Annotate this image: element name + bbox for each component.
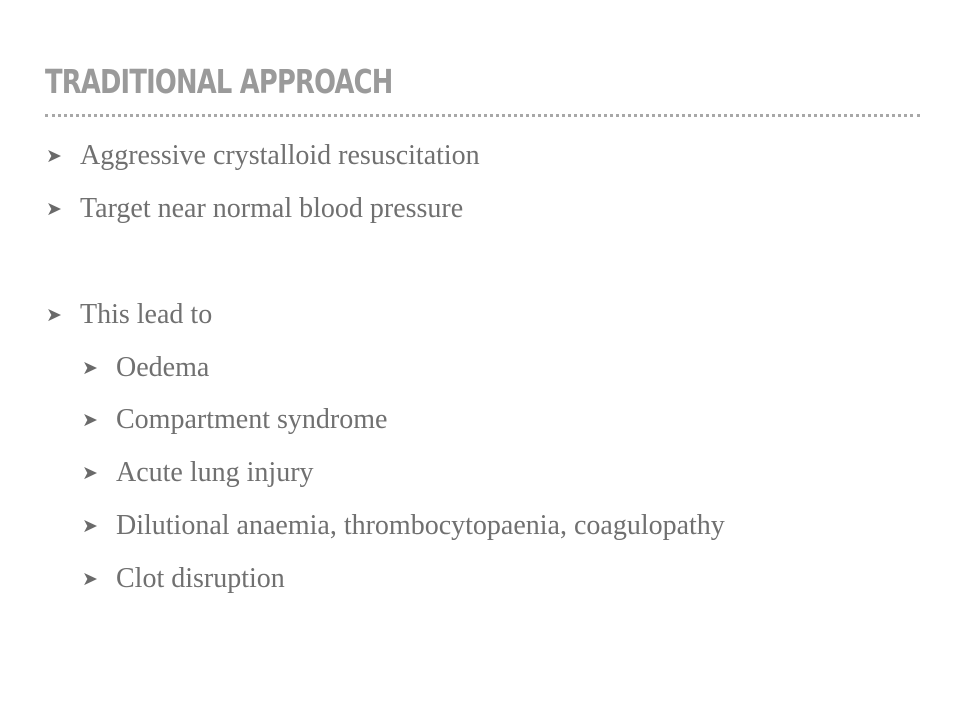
arrowhead-right-icon: ➤ <box>82 409 98 431</box>
bullet-text: Target near normal blood pressure <box>80 193 464 224</box>
bullet-text: Clot disruption <box>116 563 285 594</box>
bullet-item <box>46 136 480 176</box>
bullet-text: Compartment syndrome <box>116 404 388 435</box>
bullet-text: Aggressive crystalloid resuscitation <box>80 140 480 171</box>
bullet-text: Acute lung injury <box>116 457 314 488</box>
slide-title: TRADITIONAL APPROACH <box>45 62 393 101</box>
sub-bullet-item <box>82 506 725 546</box>
arrowhead-right-icon: ➤ <box>46 198 62 220</box>
bullet-item <box>46 295 212 335</box>
bullet-text: Dilutional anaemia, thrombocytopaenia, coagulopathy <box>116 510 725 541</box>
arrowhead-right-icon: ➤ <box>82 515 98 537</box>
sub-bullet-item <box>82 348 209 388</box>
arrowhead-right-icon: ➤ <box>82 568 98 590</box>
bullet-text: This lead to <box>80 299 213 330</box>
sub-bullet-item <box>82 400 387 440</box>
sub-bullet-item <box>82 453 314 493</box>
bullet-item <box>46 189 463 229</box>
arrowhead-right-icon: ➤ <box>46 304 62 326</box>
bullet-text: Oedema <box>116 352 210 383</box>
sub-bullet-item <box>82 559 285 599</box>
arrowhead-right-icon: ➤ <box>82 357 98 379</box>
arrowhead-right-icon: ➤ <box>82 462 98 484</box>
arrowhead-right-icon: ➤ <box>46 145 62 167</box>
